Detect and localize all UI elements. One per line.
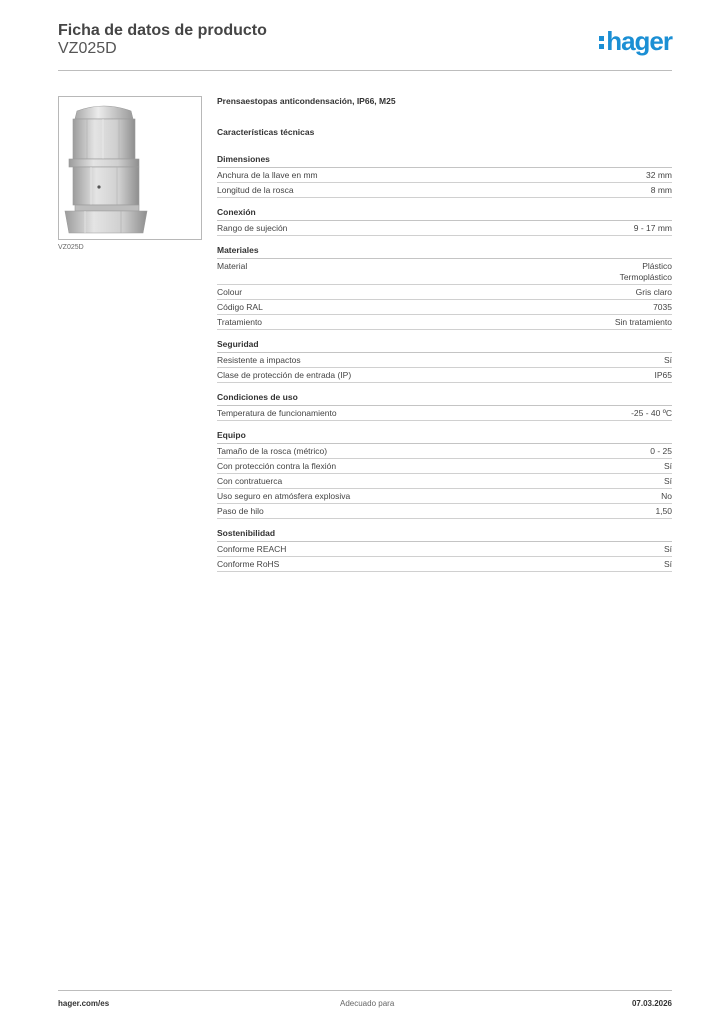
spec-label: Paso de hilo xyxy=(217,506,264,516)
spec-value: No xyxy=(661,491,672,501)
spec-value-secondary: Termoplástico xyxy=(619,272,672,282)
spec-label: Temperatura de funcionamiento xyxy=(217,408,337,418)
section-conexion xyxy=(217,206,672,236)
spec-row xyxy=(217,444,672,459)
spec-label: Clase de protección de entrada (IP) xyxy=(217,370,352,380)
spec-row xyxy=(217,183,672,198)
section-materiales xyxy=(217,244,672,330)
section-condiciones-de-uso xyxy=(217,391,672,421)
spec-value: Sí xyxy=(663,461,672,471)
spec-label: Con protección contra la flexión xyxy=(217,461,337,471)
spec-label: Resistente a impactos xyxy=(217,355,301,365)
spec-label: Longitud de la rosca xyxy=(217,185,294,195)
spec-row xyxy=(217,504,672,519)
page-footer xyxy=(58,990,672,1008)
spec-value: Gris claro xyxy=(635,287,672,297)
footer-date: 07.03.2026 xyxy=(631,999,672,1008)
spec-row xyxy=(217,353,672,368)
section-title: Conexión xyxy=(217,206,672,221)
section-dimensiones xyxy=(217,153,672,198)
spec-label: Conforme RoHS xyxy=(217,559,280,569)
spec-value: 1,50 xyxy=(655,506,672,516)
section-seguridad xyxy=(217,338,672,383)
spec-value: 8 mm xyxy=(650,185,672,195)
technical-specs-title: Características técnicas xyxy=(217,127,315,137)
page-title: Ficha de datos de producto xyxy=(58,22,267,39)
spec-label: Con contratuerca xyxy=(217,476,283,486)
spec-value: Sin tratamiento xyxy=(614,317,672,327)
spec-value: 7035 xyxy=(653,302,672,312)
cable-gland-image xyxy=(59,97,201,239)
spec-row xyxy=(217,406,672,421)
spec-value: Sí xyxy=(663,476,672,486)
spec-value: 32 mm xyxy=(646,170,672,180)
product-image-frame xyxy=(58,96,202,240)
spec-label: Uso seguro en atmósfera explosiva xyxy=(217,491,351,501)
spec-label: Tratamiento xyxy=(217,317,263,327)
spec-label: Material xyxy=(217,261,248,271)
spec-row xyxy=(217,221,672,236)
footer-website-link[interactable]: hager.com/es xyxy=(58,999,110,1008)
spec-value: Sí xyxy=(663,544,672,554)
spec-value: IP65 xyxy=(654,370,672,380)
section-sostenibilidad xyxy=(217,527,672,572)
spec-row xyxy=(217,285,672,300)
footer-center-text: Adecuado para xyxy=(340,999,395,1008)
spec-value: Plástico xyxy=(642,261,672,271)
spec-label: Código RAL xyxy=(217,302,263,312)
spec-row xyxy=(217,368,672,383)
section-title: Condiciones de uso xyxy=(217,391,672,406)
page-header xyxy=(58,20,672,71)
spec-row xyxy=(217,542,672,557)
spec-value: -25 - 40 ºC xyxy=(631,408,672,418)
product-image-caption: VZ025D xyxy=(58,244,84,251)
spec-row xyxy=(217,489,672,504)
logo-dots-icon xyxy=(599,30,605,50)
spec-value: 9 - 17 mm xyxy=(633,223,672,233)
spec-label: Conforme REACH xyxy=(217,544,287,554)
product-name: Prensaestopas anticondensación, IP66, M25 xyxy=(217,96,396,106)
product-code: VZ025D xyxy=(58,40,117,57)
spec-label: Anchura de la llave en mm xyxy=(217,170,318,180)
section-title: Dimensiones xyxy=(217,153,672,168)
spec-value: 0 - 25 xyxy=(650,446,672,456)
section-title: Seguridad xyxy=(217,338,672,353)
spec-label: Colour xyxy=(217,287,243,297)
spec-row xyxy=(217,300,672,315)
spec-content xyxy=(217,96,672,580)
spec-row xyxy=(217,259,672,285)
spec-row xyxy=(217,557,672,572)
spec-label: Rango de sujeción xyxy=(217,223,288,233)
spec-row xyxy=(217,168,672,183)
spec-row xyxy=(217,459,672,474)
spec-value-multiline xyxy=(620,261,672,283)
logo-text: hager xyxy=(606,26,672,56)
spec-label: Tamaño de la rosca (métrico) xyxy=(217,446,328,456)
section-title: Equipo xyxy=(217,429,672,444)
spec-value: Sí xyxy=(663,559,672,569)
section-title: Materiales xyxy=(217,244,672,259)
spec-row xyxy=(217,474,672,489)
spec-value: Sí xyxy=(663,355,672,365)
section-title: Sostenibilidad xyxy=(217,527,672,542)
section-equipo xyxy=(217,429,672,519)
spec-row xyxy=(217,315,672,330)
hager-logo xyxy=(599,26,672,57)
